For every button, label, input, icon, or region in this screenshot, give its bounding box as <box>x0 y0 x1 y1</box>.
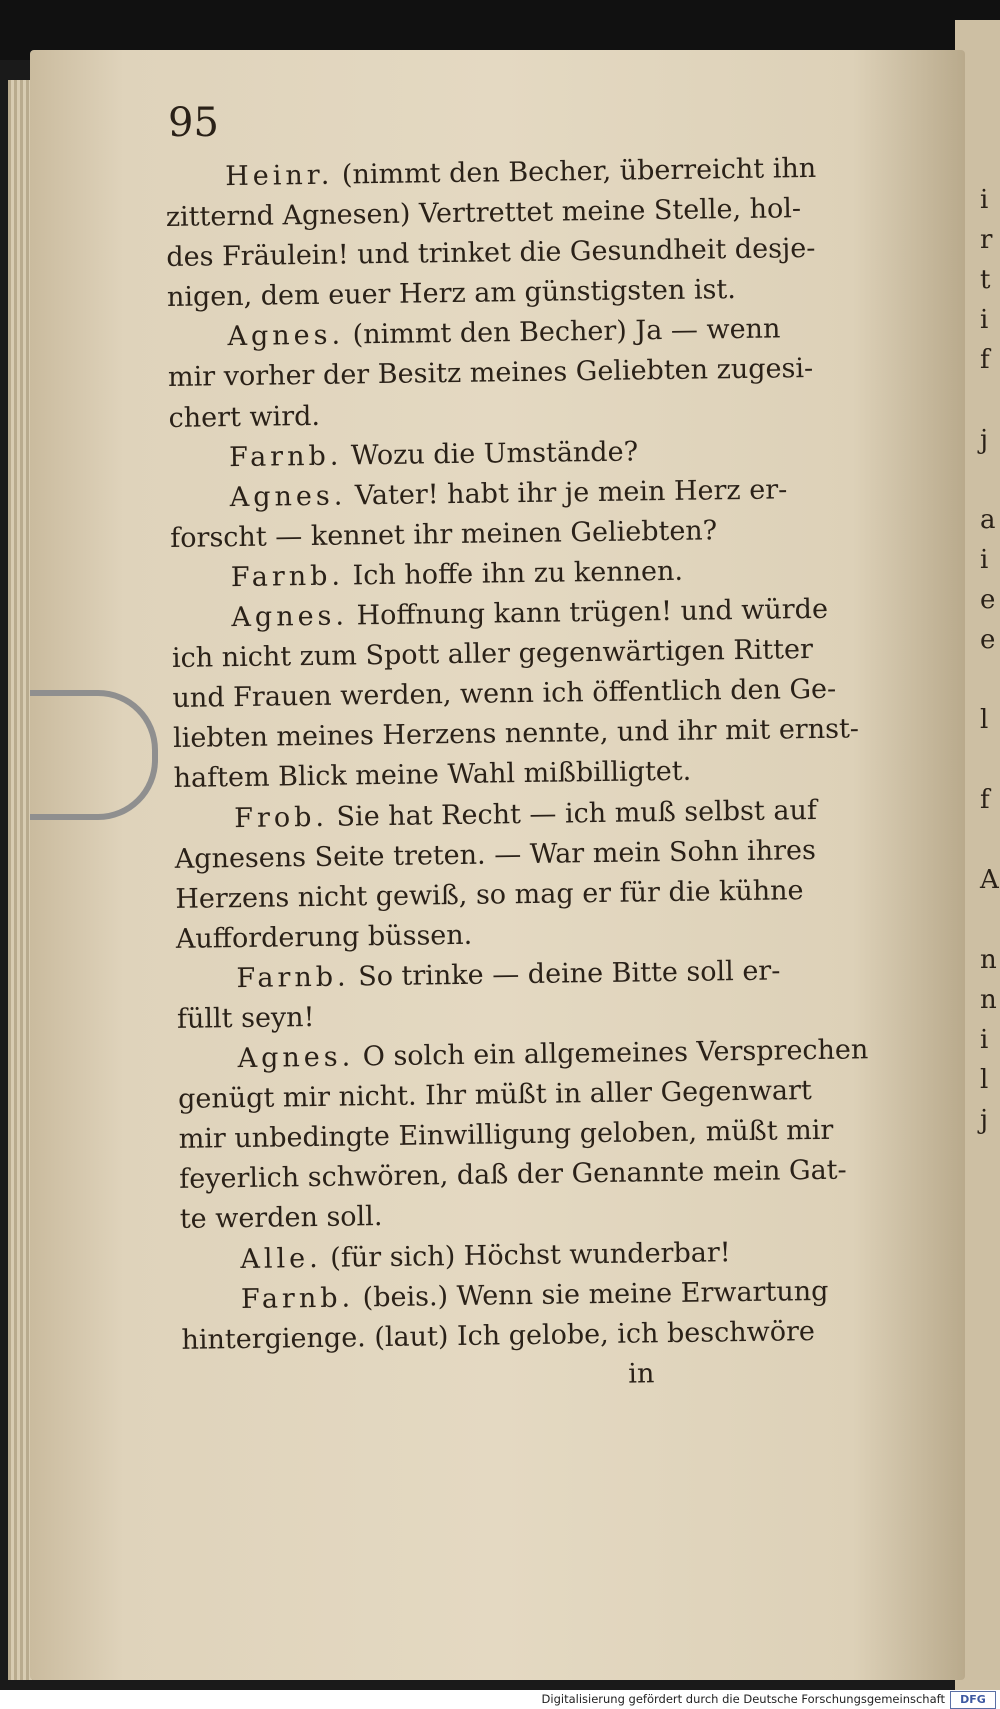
line-text: in <box>181 1358 655 1396</box>
line-text: zitternd Agnesen) Vertrettet meine Stelle, hol- <box>165 193 802 234</box>
line-text: Ich hoffe ihn zu kennen. <box>343 555 684 592</box>
margin-glyph <box>980 740 998 780</box>
line-text: haftem Blick meine Wahl mißbilligtet. <box>173 756 692 795</box>
margin-glyph: l <box>980 1065 989 1095</box>
line-text: und Frauen werden, wenn ich öffentlich den Ge- <box>172 673 837 715</box>
margin-glyph: i <box>980 185 989 215</box>
margin-glyph: i <box>980 305 989 335</box>
margin-glyph: j <box>980 1105 989 1135</box>
margin-glyph: i <box>980 1025 989 1055</box>
speaker-name: Agnes. <box>231 600 349 634</box>
line-text: (für sich) Höchst wunderbar! <box>321 1236 731 1274</box>
line-text: liebten meines Herzens nennte, und ihr mit ernst- <box>172 713 860 755</box>
line-text: chert wird. <box>168 400 321 434</box>
facing-page-glyphs <box>980 180 998 1140</box>
line-text: feyerlich schwören, daß der Genannte mein Gat- <box>179 1154 847 1196</box>
line-text: (nimmt den Becher) Ja — wenn <box>343 313 781 351</box>
margin-glyph <box>980 380 998 420</box>
margin-glyph <box>980 660 998 700</box>
margin-glyph: n <box>980 985 997 1015</box>
margin-glyph <box>980 900 998 940</box>
speaker-name: Farnb. <box>230 560 345 594</box>
line-text: Herzens nicht gewiß, so mag er für die kühne <box>175 874 804 915</box>
page-clip <box>30 690 158 820</box>
line-text: Sie hat Recht — ich muß selbst auf <box>327 794 818 833</box>
line-text: (nimmt den Becher, überreicht ihn <box>333 152 817 191</box>
margin-glyph: f <box>980 785 990 815</box>
line-text: Agnesens Seite treten. — War mein Sohn ihres <box>174 834 817 875</box>
line-text: Wozu die Umstände? <box>342 436 639 472</box>
speaker-name: Frob. <box>234 801 329 834</box>
margin-glyph: j <box>980 425 989 455</box>
margin-glyph: a <box>980 505 996 535</box>
line-text: O solch ein allgemeines Versprechen <box>353 1034 869 1073</box>
page-text <box>165 148 912 1401</box>
line-text: hintergienge. (laut) Ich gelobe, ich beschwöre <box>181 1315 816 1356</box>
line-text: Vater! habt ihr je mein Herz er- <box>346 474 788 512</box>
margin-glyph: e <box>980 585 996 615</box>
speaker-name: Farnb. <box>236 961 350 994</box>
speaker-name: Farnb. <box>240 1282 355 1315</box>
margin-glyph: i <box>980 545 989 575</box>
speaker-name: Agnes. <box>237 1041 355 1075</box>
margin-glyph: f <box>980 345 990 375</box>
line-text: So trinke — deine Bitte soll er- <box>349 955 781 993</box>
line-text: (beis.) Wenn sie meine Erwartung <box>353 1275 829 1314</box>
margin-glyph: e <box>980 625 996 655</box>
speaker-name: Farnb. <box>228 440 343 473</box>
margin-glyph: A <box>980 865 999 895</box>
line-text: Hoffnung kann trügen! und würde <box>347 593 829 632</box>
line-text: ich nicht zum Spott aller gegenwärtigen Ritter <box>171 634 814 675</box>
line-text: te werden soll. <box>179 1201 383 1236</box>
footer-bar <box>0 1690 1000 1709</box>
speaker-name: Agnes. <box>229 480 347 513</box>
line-text: mir unbedingte Einwilligung geloben, müßt mir <box>178 1115 834 1156</box>
line-text: des Fräulein! und trinket die Gesundheit desje- <box>166 233 816 274</box>
line-text: forscht — kennet ihr meinen Geliebten? <box>170 515 718 554</box>
line-text: nigen, dem euer Herz am günstigsten ist. <box>166 274 737 314</box>
line-text: füllt seyn! <box>176 1001 315 1035</box>
margin-glyph <box>980 460 998 500</box>
margin-glyph: n <box>980 945 997 975</box>
speaker-name: Agnes. <box>227 319 345 353</box>
line-text: mir vorher der Besitz meines Geliebten zugesi- <box>167 353 814 394</box>
margin-glyph: r <box>980 225 993 255</box>
page-number: 95 <box>168 100 219 146</box>
speaker-name: Alle. <box>240 1242 322 1275</box>
margin-glyph <box>980 820 998 860</box>
line-text: Aufforderung büssen. <box>175 919 473 955</box>
line-text: genügt mir nicht. Ihr müßt in aller Gegenwart <box>177 1075 812 1116</box>
dfg-logo: DFG <box>950 1691 996 1709</box>
margin-glyph: t <box>980 265 991 295</box>
speaker-name: Heinr. <box>225 159 334 193</box>
margin-glyph: l <box>980 705 989 735</box>
funding-credit: Digitalisierung gefördert durch die Deutsche Forschungsgemeinschaft <box>541 1692 945 1706</box>
